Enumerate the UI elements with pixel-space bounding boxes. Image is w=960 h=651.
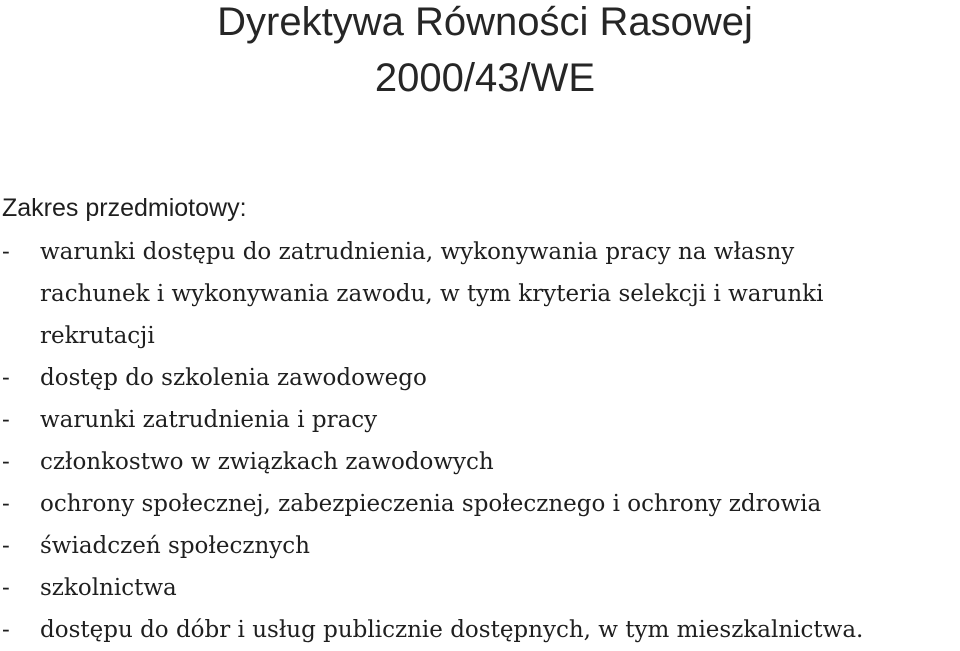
list-dash: - bbox=[2, 575, 10, 601]
list-item-text: rachunek i wykonywania zawodu, w tym kryteria selekcji i warunki bbox=[40, 281, 824, 307]
list-item-text: członkostwo w związkach zawodowych bbox=[40, 449, 494, 475]
page-title-line-2: 2000/43/WE bbox=[374, 56, 596, 100]
list-dash: - bbox=[2, 407, 10, 433]
list-item bbox=[0, 567, 960, 609]
list-item-text: warunki dostępu do zatrudnienia, wykonywania pracy na własny bbox=[40, 239, 795, 265]
list-item bbox=[0, 441, 960, 483]
list-item bbox=[0, 399, 960, 441]
list-dash: - bbox=[2, 239, 10, 265]
page-title-line-1: Dyrektywa Równości Rasowej bbox=[217, 0, 753, 44]
list-item bbox=[0, 483, 960, 525]
list-dash: - bbox=[2, 449, 10, 475]
list-item-text: dostęp do szkolenia zawodowego bbox=[40, 365, 427, 391]
list-item bbox=[0, 525, 960, 567]
list-item-text: dostępu do dóbr i usług publicznie dostępnych, w tym mieszkalnictwa. bbox=[40, 617, 864, 643]
list-item-text: rekrutacji bbox=[40, 323, 155, 349]
scope-heading: Zakres przedmiotowy: bbox=[2, 194, 247, 222]
list-dash: - bbox=[2, 533, 10, 559]
scope-section bbox=[0, 185, 960, 651]
list-item bbox=[0, 609, 960, 651]
list-item bbox=[0, 357, 960, 399]
list-dash: - bbox=[2, 491, 10, 517]
list-dash: - bbox=[2, 617, 10, 643]
list-item-text: warunki zatrudnienia i pracy bbox=[40, 407, 378, 433]
list-item-text: świadczeń społecznych bbox=[40, 533, 310, 559]
list-item-text: ochrony społecznej, zabezpieczenia społecznego i ochrony zdrowia bbox=[40, 491, 822, 517]
list-item-text: szkolnictwa bbox=[40, 575, 177, 601]
scope-list bbox=[0, 231, 960, 651]
list-dash: - bbox=[2, 365, 10, 391]
list-item bbox=[0, 231, 960, 357]
